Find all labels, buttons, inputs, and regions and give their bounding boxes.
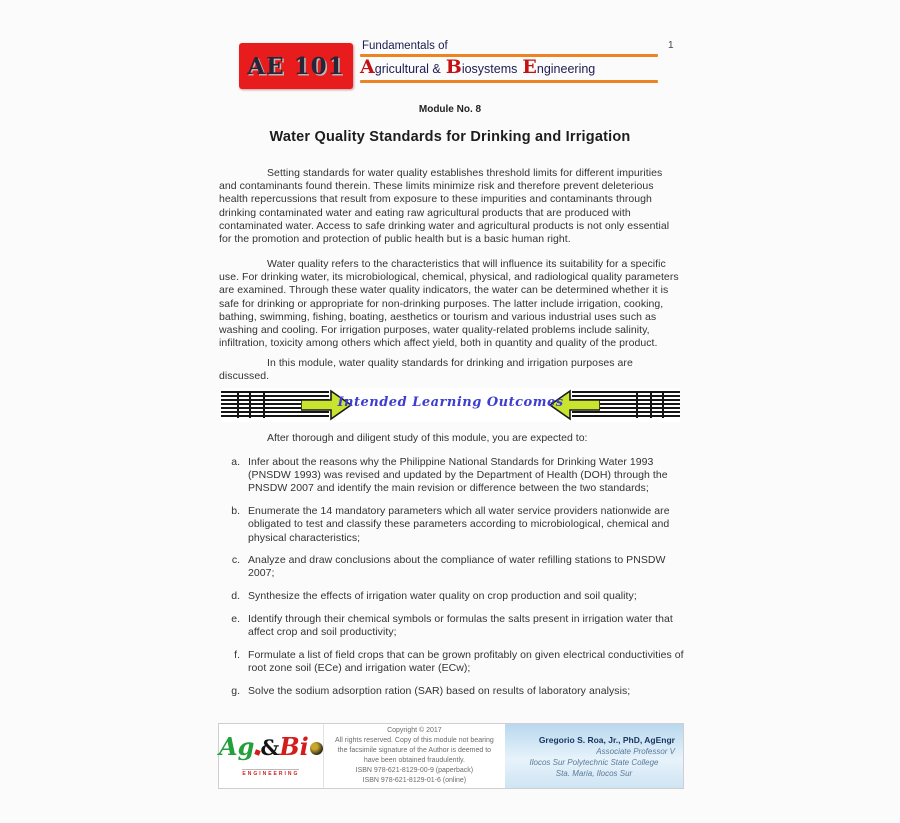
publisher-logo-subtext: ENGINEERING <box>242 771 300 777</box>
paragraph-3: In this module, water quality standards for drinking and irrigation purposes are discussed. <box>219 357 633 383</box>
copyright-line: ISBN 978-621-8129-00-9 (paperback) <box>355 767 474 774</box>
paragraph-1: Setting standards for water quality establishes threshold limits for different impurities and contaminants found therein. These limits minimize risk and therefore prevent deleterious health repercussions that result from exposure to these impurities and contaminants through drinking contaminated water and eating raw agricultural products that are produced with contaminated water. Access to safe drinking water and agricultural products is not only essential for the promotion and protection of public health but is a basic human right. <box>219 167 670 246</box>
program-word-agricultural: Agricultural & <box>360 56 441 78</box>
author-address: Sta. Maria, Ilocos Sur <box>555 768 633 778</box>
course-code: AE 101 <box>247 52 345 80</box>
ag-bio-logo: Ag & Bi <box>219 735 323 767</box>
course-header <box>239 38 659 89</box>
copyright-line: have been obtained fraudulently. <box>363 757 465 764</box>
list-item: c. Analyze and draw conclusions about the compliance of water refilling stations to PNSDW 2007; <box>231 554 666 580</box>
author-block <box>505 724 683 788</box>
globe-icon <box>310 742 323 755</box>
list-item: d. Synthesize the effects of irrigation water quality on crop production and soil quality; <box>231 590 637 603</box>
program-word-biosystems: Biosystems <box>445 56 518 78</box>
list-item: b. Enumerate the 14 mandatory parameters which all water service providers nationwide are obligated to test and classify these parameters according to microbiological, chemical and physical characteristics; <box>231 505 670 544</box>
page-title: Water Quality Standards for Drinking and Irrigation <box>269 129 631 145</box>
outcomes-list <box>222 456 684 707</box>
copyright-line: the facsimile signature of the Author is deemed to <box>337 747 492 754</box>
program-title <box>360 57 658 80</box>
course-title-block <box>360 38 658 89</box>
copyright-line: ISBN 978-621-8129-01-6 (online) <box>362 777 467 784</box>
author-name: Gregorio S. Roa, Jr., PhD, AgEngr <box>538 734 675 745</box>
page-footer <box>218 723 684 789</box>
program-word-engineering: Engineering <box>522 56 596 78</box>
publisher-logo <box>219 724 323 788</box>
module-number: Module No. 8 <box>418 104 482 115</box>
copyright-line: Copyright © 2017 <box>387 727 442 734</box>
copyright-line: All rights reserved. Copy of this module not bearing <box>335 737 494 744</box>
course-code-badge <box>239 43 353 89</box>
copyright-block <box>323 724 505 788</box>
list-item: a. Infer about the reasons why the Philippine National Standards for Drinking Water 1993 (PNSDW 1993) was revised and updated by the Department of Health (DOH) through the PNSDW 2007 and identify the main revision or difference between the two standards; <box>231 456 668 495</box>
list-item: e. Identify through their chemical symbols or formulas the salts present in irrigation water that affect crop and soil productivity; <box>231 612 673 639</box>
paragraph-2: Water quality refers to the characteristics that will influence its suitability for a specific use. For drinking water, its microbiological, chemical, physical, and radiological quality parameters are examined. Through these water quality indicators, the water can be determined whether it is safe for drinking or appropriate for non-drinking purposes. The latter include irrigation, cooking, bathing, swimming, fishing, boating, aesthetics or tourism and various industrial uses such as washing and cooling. For irrigation purposes, water quality-related problems include salinity, infiltration, toxicity among others which affect yield, both in quantity and quality of the product. <box>219 258 679 350</box>
header-rule-bottom <box>360 80 658 83</box>
author-position: Associate Professor V <box>596 746 675 756</box>
outcomes-intro: After thorough and diligent study of this module, you are expected to: <box>267 432 588 444</box>
author-college: Ilocos Sur Polytechnic State College <box>529 757 659 767</box>
page-number: 1 <box>668 40 674 51</box>
list-item: g. Solve the sodium adsorption ration (SAR) based on results of laboratory analysis; <box>231 684 631 697</box>
banner-title: Intended Learning Outcomes <box>337 395 564 410</box>
list-item: f. Formulate a list of field crops that can be grown profitably on given electrical conductivities of root zone soil (ECe) and irrigation water (ECw); <box>234 648 684 674</box>
ilo-banner <box>221 388 680 422</box>
series-line: Fundamentals of <box>362 40 448 52</box>
